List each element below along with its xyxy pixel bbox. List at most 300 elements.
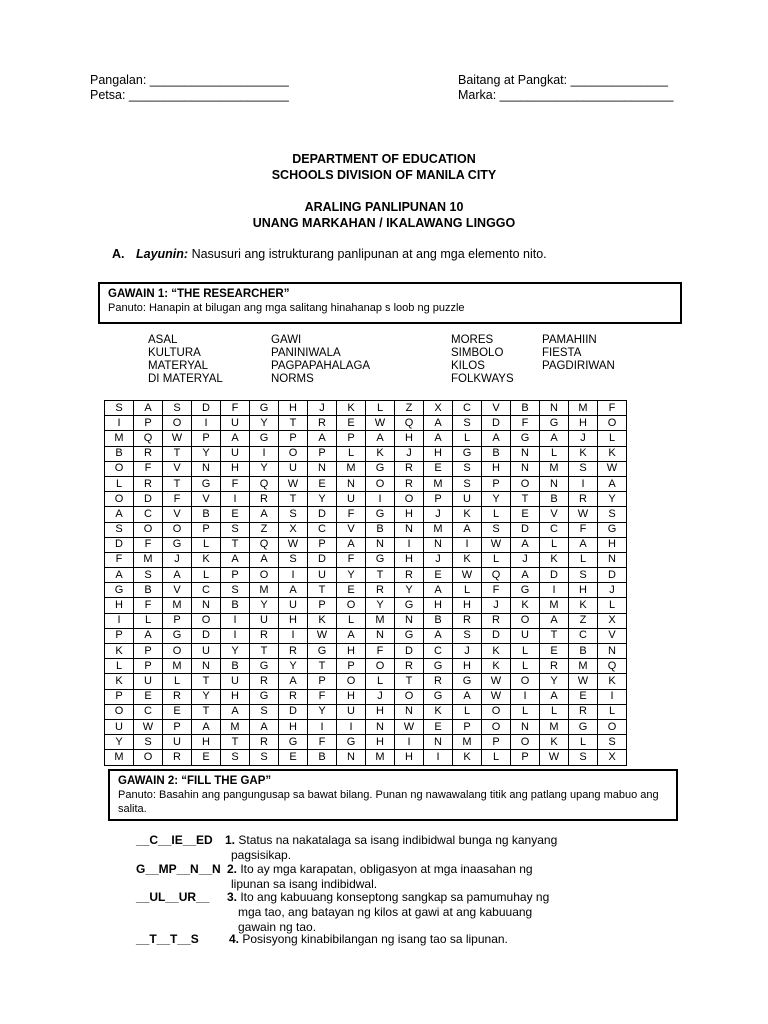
grid-cell[interactable]: I <box>279 568 308 583</box>
grid-cell[interactable]: K <box>540 552 569 567</box>
grid-cell[interactable]: B <box>366 522 395 537</box>
grid-cell[interactable]: G <box>366 552 395 567</box>
grid-cell[interactable]: A <box>540 431 569 446</box>
grid-cell[interactable]: D <box>598 568 627 583</box>
grid-cell[interactable]: N <box>598 644 627 659</box>
grid-cell[interactable]: H <box>366 735 395 750</box>
grid-cell[interactable]: V <box>163 583 192 598</box>
grid-cell[interactable]: V <box>192 492 221 507</box>
grid-cell[interactable]: S <box>279 507 308 522</box>
grid-cell[interactable]: E <box>221 507 250 522</box>
grid-cell[interactable]: Q <box>395 416 424 431</box>
grid-cell[interactable]: X <box>598 750 627 765</box>
grid-cell[interactable]: N <box>337 476 366 491</box>
grid-cell[interactable]: N <box>511 446 540 461</box>
grid-cell[interactable]: G <box>192 476 221 491</box>
grid-cell[interactable]: N <box>598 552 627 567</box>
grid-cell[interactable]: J <box>395 446 424 461</box>
grid-cell[interactable]: P <box>308 537 337 552</box>
grid-cell[interactable]: O <box>511 735 540 750</box>
grid-cell[interactable]: P <box>511 750 540 765</box>
grid-cell[interactable]: S <box>221 522 250 537</box>
grid-cell[interactable]: K <box>482 659 511 674</box>
grid-cell[interactable]: L <box>598 704 627 719</box>
grid-cell[interactable]: G <box>250 431 279 446</box>
grid-cell[interactable]: S <box>221 583 250 598</box>
grid-cell[interactable]: R <box>569 492 598 507</box>
grid-cell[interactable]: B <box>308 750 337 765</box>
grid-cell[interactable]: E <box>163 704 192 719</box>
grid-cell[interactable]: I <box>395 537 424 552</box>
grid-cell[interactable]: I <box>221 613 250 628</box>
grid-cell[interactable]: L <box>453 431 482 446</box>
grid-cell[interactable]: V <box>163 461 192 476</box>
answer-blank[interactable]: __T__T__S <box>136 932 199 946</box>
grid-cell[interactable]: L <box>569 552 598 567</box>
grid-cell[interactable]: Y <box>250 416 279 431</box>
grid-cell[interactable]: F <box>308 689 337 704</box>
grid-cell[interactable]: O <box>134 750 163 765</box>
grid-cell[interactable]: S <box>453 628 482 643</box>
grid-cell[interactable]: G <box>163 628 192 643</box>
grid-cell[interactable]: L <box>540 704 569 719</box>
grid-cell[interactable]: M <box>134 552 163 567</box>
grid-cell[interactable]: O <box>598 416 627 431</box>
grid-cell[interactable]: O <box>163 644 192 659</box>
grid-cell[interactable]: J <box>366 689 395 704</box>
grid-cell[interactable]: I <box>453 537 482 552</box>
grid-cell[interactable]: H <box>424 446 453 461</box>
grid-cell[interactable]: Y <box>366 598 395 613</box>
grid-cell[interactable]: U <box>308 568 337 583</box>
grid-cell[interactable]: L <box>511 644 540 659</box>
grid-cell[interactable]: U <box>511 628 540 643</box>
grid-cell[interactable]: G <box>569 719 598 734</box>
grid-cell[interactable]: E <box>337 416 366 431</box>
grid-cell[interactable]: R <box>250 492 279 507</box>
grid-cell[interactable]: E <box>511 507 540 522</box>
grid-cell[interactable]: G <box>424 659 453 674</box>
grid-cell[interactable]: K <box>511 598 540 613</box>
grid-cell[interactable]: S <box>482 522 511 537</box>
grid-cell[interactable]: R <box>250 674 279 689</box>
grid-cell[interactable]: D <box>192 401 221 416</box>
grid-cell[interactable]: Y <box>192 446 221 461</box>
grid-cell[interactable]: Y <box>250 598 279 613</box>
grid-cell[interactable]: C <box>308 522 337 537</box>
grid-cell[interactable]: C <box>569 628 598 643</box>
grid-cell[interactable]: M <box>540 598 569 613</box>
grid-cell[interactable]: G <box>279 735 308 750</box>
grid-cell[interactable]: K <box>598 674 627 689</box>
grid-cell[interactable]: Q <box>250 476 279 491</box>
grid-cell[interactable]: F <box>511 416 540 431</box>
grid-cell[interactable]: I <box>569 476 598 491</box>
grid-cell[interactable]: K <box>308 613 337 628</box>
grid-cell[interactable]: G <box>395 628 424 643</box>
grid-cell[interactable]: E <box>569 689 598 704</box>
grid-cell[interactable]: P <box>192 431 221 446</box>
grid-cell[interactable]: P <box>163 719 192 734</box>
grid-cell[interactable]: P <box>308 598 337 613</box>
grid-cell[interactable]: X <box>424 401 453 416</box>
grid-cell[interactable]: H <box>395 750 424 765</box>
grid-cell[interactable]: A <box>279 674 308 689</box>
grid-cell[interactable]: N <box>424 735 453 750</box>
grid-cell[interactable]: A <box>105 568 134 583</box>
grid-cell[interactable]: G <box>366 507 395 522</box>
grid-cell[interactable]: Z <box>395 401 424 416</box>
grid-cell[interactable]: J <box>308 401 337 416</box>
grid-cell[interactable]: N <box>395 522 424 537</box>
grid-cell[interactable]: N <box>337 750 366 765</box>
grid-cell[interactable]: J <box>453 644 482 659</box>
grid-cell[interactable]: S <box>221 750 250 765</box>
grid-cell[interactable]: Y <box>192 689 221 704</box>
grid-cell[interactable]: W <box>482 689 511 704</box>
grid-cell[interactable]: B <box>221 659 250 674</box>
grid-cell[interactable]: L <box>453 704 482 719</box>
grid-cell[interactable]: P <box>134 659 163 674</box>
grid-cell[interactable]: A <box>540 689 569 704</box>
grid-cell[interactable]: G <box>250 659 279 674</box>
grid-cell[interactable]: G <box>511 431 540 446</box>
grid-cell[interactable]: D <box>511 522 540 537</box>
grid-cell[interactable]: I <box>366 492 395 507</box>
grid-cell[interactable]: G <box>308 644 337 659</box>
grid-cell[interactable]: U <box>279 461 308 476</box>
grid-cell[interactable]: T <box>192 674 221 689</box>
grid-cell[interactable]: D <box>308 507 337 522</box>
grid-cell[interactable]: O <box>163 522 192 537</box>
grid-cell[interactable]: U <box>134 674 163 689</box>
grid-cell[interactable]: P <box>134 644 163 659</box>
grid-cell[interactable]: B <box>511 401 540 416</box>
grid-cell[interactable]: A <box>366 431 395 446</box>
grid-cell[interactable]: F <box>134 461 163 476</box>
grid-cell[interactable]: D <box>192 628 221 643</box>
grid-cell[interactable]: E <box>134 689 163 704</box>
grid-cell[interactable]: O <box>105 492 134 507</box>
grid-cell[interactable]: S <box>163 401 192 416</box>
grid-cell[interactable]: S <box>569 461 598 476</box>
grid-cell[interactable]: U <box>279 598 308 613</box>
grid-cell[interactable]: M <box>540 461 569 476</box>
grid-cell[interactable]: N <box>366 719 395 734</box>
grid-cell[interactable]: N <box>540 401 569 416</box>
grid-cell[interactable]: S <box>453 476 482 491</box>
grid-cell[interactable]: Y <box>598 492 627 507</box>
grid-cell[interactable]: S <box>279 552 308 567</box>
grid-cell[interactable]: A <box>337 537 366 552</box>
grid-cell[interactable]: L <box>482 507 511 522</box>
grid-cell[interactable]: L <box>540 537 569 552</box>
grid-cell[interactable]: O <box>366 659 395 674</box>
grid-cell[interactable]: N <box>366 537 395 552</box>
grid-cell[interactable]: N <box>308 461 337 476</box>
grid-cell[interactable]: T <box>511 492 540 507</box>
grid-cell[interactable]: M <box>366 750 395 765</box>
grid-cell[interactable]: E <box>540 644 569 659</box>
grid-cell[interactable]: L <box>540 446 569 461</box>
grid-cell[interactable]: T <box>221 537 250 552</box>
grid-cell[interactable]: R <box>163 750 192 765</box>
grid-cell[interactable]: R <box>395 568 424 583</box>
grid-cell[interactable]: W <box>482 674 511 689</box>
grid-cell[interactable]: T <box>395 674 424 689</box>
grid-cell[interactable]: N <box>424 537 453 552</box>
grid-cell[interactable]: H <box>366 704 395 719</box>
grid-cell[interactable]: P <box>453 719 482 734</box>
grid-cell[interactable]: A <box>453 689 482 704</box>
grid-cell[interactable]: K <box>192 552 221 567</box>
grid-cell[interactable]: A <box>424 431 453 446</box>
grid-cell[interactable]: O <box>482 704 511 719</box>
grid-cell[interactable]: G <box>250 689 279 704</box>
grid-cell[interactable]: H <box>453 598 482 613</box>
grid-cell[interactable]: T <box>540 628 569 643</box>
grid-cell[interactable]: L <box>511 704 540 719</box>
grid-cell[interactable]: J <box>163 552 192 567</box>
grid-cell[interactable]: Y <box>308 492 337 507</box>
grid-cell[interactable]: S <box>569 750 598 765</box>
grid-cell[interactable]: O <box>511 476 540 491</box>
grid-cell[interactable]: G <box>598 522 627 537</box>
grid-cell[interactable]: I <box>250 446 279 461</box>
grid-cell[interactable]: M <box>250 583 279 598</box>
grid-cell[interactable]: T <box>192 704 221 719</box>
grid-cell[interactable]: F <box>337 507 366 522</box>
grid-cell[interactable]: T <box>279 416 308 431</box>
grid-cell[interactable]: K <box>453 552 482 567</box>
grid-cell[interactable]: W <box>598 461 627 476</box>
grid-cell[interactable]: F <box>105 552 134 567</box>
grid-cell[interactable]: G <box>105 583 134 598</box>
grid-cell[interactable]: W <box>453 568 482 583</box>
grid-cell[interactable]: L <box>598 431 627 446</box>
grid-cell[interactable]: R <box>279 644 308 659</box>
grid-cell[interactable]: P <box>337 659 366 674</box>
grid-cell[interactable]: S <box>453 461 482 476</box>
grid-cell[interactable]: L <box>192 568 221 583</box>
grid-cell[interactable]: Z <box>250 522 279 537</box>
grid-cell[interactable]: M <box>366 613 395 628</box>
grid-cell[interactable]: J <box>569 431 598 446</box>
answer-blank[interactable]: __UL__UR__ <box>136 890 210 904</box>
answer-blank[interactable]: __C__IE__ED <box>136 833 213 847</box>
grid-cell[interactable]: P <box>221 568 250 583</box>
grid-cell[interactable]: F <box>337 552 366 567</box>
grid-cell[interactable]: K <box>366 446 395 461</box>
grid-cell[interactable]: B <box>424 613 453 628</box>
grid-cell[interactable]: D <box>279 704 308 719</box>
grid-cell[interactable]: A <box>598 476 627 491</box>
grid-cell[interactable]: K <box>337 401 366 416</box>
grid-cell[interactable]: F <box>134 537 163 552</box>
grid-cell[interactable]: M <box>221 719 250 734</box>
grid-cell[interactable]: W <box>366 416 395 431</box>
grid-cell[interactable]: B <box>221 598 250 613</box>
grid-cell[interactable]: S <box>105 522 134 537</box>
grid-cell[interactable]: C <box>134 704 163 719</box>
grid-cell[interactable]: L <box>453 583 482 598</box>
grid-cell[interactable]: H <box>395 552 424 567</box>
grid-cell[interactable]: Q <box>598 659 627 674</box>
grid-cell[interactable]: L <box>366 674 395 689</box>
grid-cell[interactable]: G <box>337 735 366 750</box>
grid-cell[interactable]: A <box>308 431 337 446</box>
grid-cell[interactable]: A <box>221 552 250 567</box>
grid-cell[interactable]: R <box>279 689 308 704</box>
grid-cell[interactable]: W <box>163 431 192 446</box>
grid-cell[interactable]: R <box>395 476 424 491</box>
grid-cell[interactable]: A <box>424 628 453 643</box>
grid-cell[interactable]: R <box>395 461 424 476</box>
grid-cell[interactable]: G <box>453 446 482 461</box>
grid-cell[interactable]: R <box>250 735 279 750</box>
grid-cell[interactable]: O <box>134 522 163 537</box>
grid-cell[interactable]: W <box>569 507 598 522</box>
grid-cell[interactable]: F <box>221 401 250 416</box>
grid-cell[interactable]: H <box>482 461 511 476</box>
grid-cell[interactable]: H <box>337 689 366 704</box>
grid-cell[interactable]: V <box>337 522 366 537</box>
grid-cell[interactable]: B <box>482 446 511 461</box>
grid-cell[interactable]: C <box>540 522 569 537</box>
grid-cell[interactable]: G <box>250 401 279 416</box>
grid-cell[interactable]: Y <box>337 568 366 583</box>
grid-cell[interactable]: T <box>221 735 250 750</box>
grid-cell[interactable]: T <box>250 644 279 659</box>
grid-cell[interactable]: E <box>279 750 308 765</box>
grid-cell[interactable]: W <box>482 537 511 552</box>
grid-cell[interactable]: I <box>540 583 569 598</box>
grid-cell[interactable]: H <box>279 401 308 416</box>
grid-cell[interactable]: O <box>395 689 424 704</box>
grid-cell[interactable]: H <box>395 507 424 522</box>
grid-cell[interactable]: F <box>134 598 163 613</box>
grid-cell[interactable]: R <box>540 659 569 674</box>
grid-cell[interactable]: R <box>424 674 453 689</box>
grid-cell[interactable]: M <box>424 522 453 537</box>
grid-cell[interactable]: O <box>250 568 279 583</box>
grid-cell[interactable]: C <box>134 507 163 522</box>
grid-cell[interactable]: F <box>598 401 627 416</box>
grid-cell[interactable]: O <box>511 613 540 628</box>
grid-cell[interactable]: A <box>569 537 598 552</box>
grid-cell[interactable]: H <box>279 719 308 734</box>
grid-cell[interactable]: I <box>105 613 134 628</box>
grid-cell[interactable]: Q <box>134 431 163 446</box>
grid-cell[interactable]: W <box>395 719 424 734</box>
grid-cell[interactable]: U <box>250 613 279 628</box>
grid-cell[interactable]: G <box>453 674 482 689</box>
grid-cell[interactable]: D <box>395 644 424 659</box>
grid-cell[interactable]: U <box>453 492 482 507</box>
grid-cell[interactable]: U <box>337 704 366 719</box>
grid-cell[interactable]: R <box>453 613 482 628</box>
grid-cell[interactable]: V <box>163 507 192 522</box>
grid-cell[interactable]: R <box>366 583 395 598</box>
grid-cell[interactable]: X <box>279 522 308 537</box>
grid-cell[interactable]: A <box>424 583 453 598</box>
grid-cell[interactable]: A <box>221 704 250 719</box>
grid-cell[interactable]: P <box>279 431 308 446</box>
grid-cell[interactable]: L <box>192 537 221 552</box>
grid-cell[interactable]: S <box>598 735 627 750</box>
grid-cell[interactable]: I <box>221 492 250 507</box>
grid-cell[interactable]: A <box>482 431 511 446</box>
grid-cell[interactable]: O <box>395 492 424 507</box>
grid-cell[interactable]: L <box>482 552 511 567</box>
grid-cell[interactable]: O <box>105 461 134 476</box>
grid-cell[interactable]: R <box>395 659 424 674</box>
grid-cell[interactable]: B <box>134 583 163 598</box>
grid-cell[interactable]: A <box>134 401 163 416</box>
grid-cell[interactable]: S <box>105 401 134 416</box>
grid-cell[interactable]: D <box>540 568 569 583</box>
grid-cell[interactable]: O <box>482 719 511 734</box>
grid-cell[interactable]: P <box>482 735 511 750</box>
grid-cell[interactable]: I <box>279 628 308 643</box>
grid-cell[interactable]: T <box>308 659 337 674</box>
grid-cell[interactable]: W <box>308 628 337 643</box>
grid-cell[interactable]: E <box>424 719 453 734</box>
grid-cell[interactable]: H <box>453 659 482 674</box>
grid-cell[interactable]: G <box>395 598 424 613</box>
grid-cell[interactable]: R <box>308 416 337 431</box>
grid-cell[interactable]: I <box>395 735 424 750</box>
grid-cell[interactable]: O <box>337 598 366 613</box>
grid-cell[interactable]: M <box>424 476 453 491</box>
grid-cell[interactable]: B <box>105 446 134 461</box>
grid-cell[interactable]: I <box>337 719 366 734</box>
grid-cell[interactable]: U <box>192 644 221 659</box>
grid-cell[interactable]: C <box>424 644 453 659</box>
grid-cell[interactable]: R <box>163 689 192 704</box>
grid-cell[interactable]: V <box>598 628 627 643</box>
grid-cell[interactable]: S <box>453 416 482 431</box>
grid-cell[interactable]: L <box>511 659 540 674</box>
grid-cell[interactable]: G <box>366 461 395 476</box>
grid-cell[interactable]: Z <box>569 613 598 628</box>
grid-cell[interactable]: J <box>511 552 540 567</box>
grid-cell[interactable]: R <box>482 613 511 628</box>
answer-blank[interactable]: G__MP__N__N <box>136 862 221 876</box>
grid-cell[interactable]: U <box>221 674 250 689</box>
grid-cell[interactable]: A <box>453 522 482 537</box>
grid-cell[interactable]: A <box>250 507 279 522</box>
grid-cell[interactable]: S <box>569 568 598 583</box>
grid-cell[interactable]: L <box>337 613 366 628</box>
grid-cell[interactable]: A <box>105 507 134 522</box>
grid-cell[interactable]: Y <box>395 583 424 598</box>
grid-cell[interactable]: J <box>424 507 453 522</box>
grid-cell[interactable]: M <box>540 719 569 734</box>
grid-cell[interactable]: O <box>105 704 134 719</box>
grid-cell[interactable]: P <box>163 613 192 628</box>
grid-cell[interactable]: E <box>424 461 453 476</box>
grid-cell[interactable]: L <box>105 659 134 674</box>
grid-cell[interactable]: H <box>598 537 627 552</box>
grid-cell[interactable]: H <box>424 598 453 613</box>
grid-cell[interactable]: L <box>105 476 134 491</box>
grid-cell[interactable]: P <box>308 446 337 461</box>
grid-cell[interactable]: S <box>134 568 163 583</box>
grid-cell[interactable]: A <box>337 628 366 643</box>
grid-cell[interactable]: P <box>105 628 134 643</box>
grid-cell[interactable]: P <box>308 674 337 689</box>
